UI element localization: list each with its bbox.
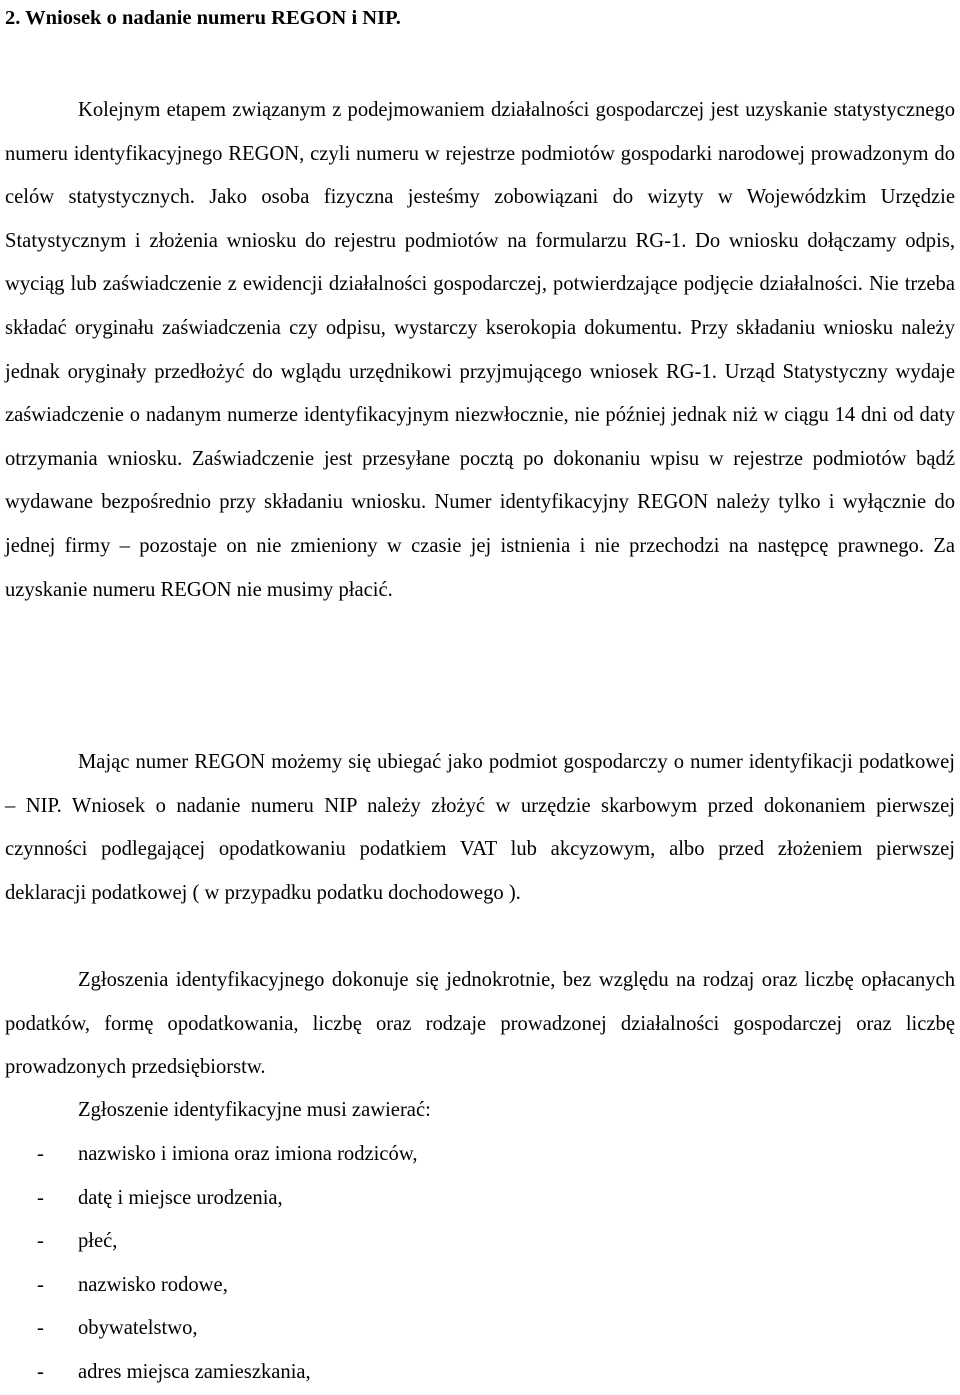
requirements-list [0, 1133, 960, 1395]
list-bullet: - [37, 1143, 44, 1165]
list-bullet: - [37, 1186, 44, 1209]
list-bullet: - [37, 1317, 44, 1340]
paragraph-list-intro: Zgłoszenie identyfikacyjne musi zawierać: [78, 1099, 431, 1121]
list-item [0, 1220, 960, 1264]
paragraph-regon: Kolejnym etapem związanym z podejmowaniem działalności gospodarczej jest uzyskanie statystycznego numeru identyfikacyjnego REGON, czyli numeru w rejestrze podmiotów gospodarki narodowej prowadzonym do celów statystycznych. Jako osoba fizyczna jesteśmy zobowiązani do wizyty w Wojewódzkim Urzędzie Statystycznym i złożenia wniosku do rejestru podmiotów na formularzu RG-1. Do wniosku dołączamy odpis, wyciąg lub zaświadczenie z ewidencji działalności gospodarczej, potwierdzające podjęcie działalności. Nie trzeba składać oryginału zaświadczenia czy odpisu, wystarczy kserokopia dokumentu. Przy składaniu wniosku należy jednak oryginały przedłożyć do wglądu urzędnikowi przyjmującego wniosek RG-1. Urząd Statystyczny wydaje zaświadczenie o nadanym numerze identyfikacyjnym niezwłocznie, nie później jednak niż w ciągu 14 dni od daty otrzymania wniosku. Zaświadczenie jest przesyłane pocztą po dokonaniu wpisu w rejestrze podmiotów bądź wydawane bezpośrednio przy składaniu wniosku. Numer identyfikacyjny REGON należy tylko i wyłącznie do jednej firmy – pozostaje on nie zmieniony w czasie jej istnienia i nie przechodzi na następcę prawnego. Za uzyskanie numeru REGON nie musimy płacić. [5, 99, 955, 601]
paragraph-identification: Zgłoszenia identyfikacyjnego dokonuje się jednokrotnie, bez względu na rodzaj oraz liczbę opłacanych podatków, formę opodatkowania, liczbę oraz rodzaje prowadzonej działalności gospodarczej oraz liczbę prowadzonych przedsiębiorstw. [5, 969, 955, 1079]
list-item-text: nazwisko i imiona oraz imiona rodziców, [78, 1143, 418, 1165]
paragraph-nip: Mając numer REGON możemy się ubiegać jako podmiot gospodarczy o numer identyfikacji podatkowej – NIP. Wniosek o nadanie numeru NIP należy złożyć w urzędzie skarbowym przed dokonaniem pierwszej czynności podlegającej opodatkowaniu podatkiem VAT lub akcyzowym, albo przed złożeniem pierwszej deklaracji podatkowej ( w przypadku podatku dochodowego ). [5, 751, 955, 904]
list-item [0, 1264, 960, 1308]
list-item-text: datę i miejsce urodzenia, [78, 1186, 283, 1209]
list-item [0, 1307, 960, 1351]
list-bullet: - [37, 1230, 44, 1253]
list-item-text: obywatelstwo, [78, 1317, 198, 1340]
list-bullet: - [37, 1360, 44, 1383]
list-item [0, 1177, 960, 1221]
list-bullet: - [37, 1273, 44, 1296]
list-item [0, 1133, 960, 1177]
section-heading: 2. Wniosek o nadanie numeru REGON i NIP. [5, 7, 401, 29]
list-item-text: nazwisko rodowe, [78, 1273, 228, 1296]
list-item-text: adres miejsca zamieszkania, [78, 1360, 311, 1383]
list-item-text: płeć, [78, 1230, 118, 1253]
list-item [0, 1351, 960, 1395]
